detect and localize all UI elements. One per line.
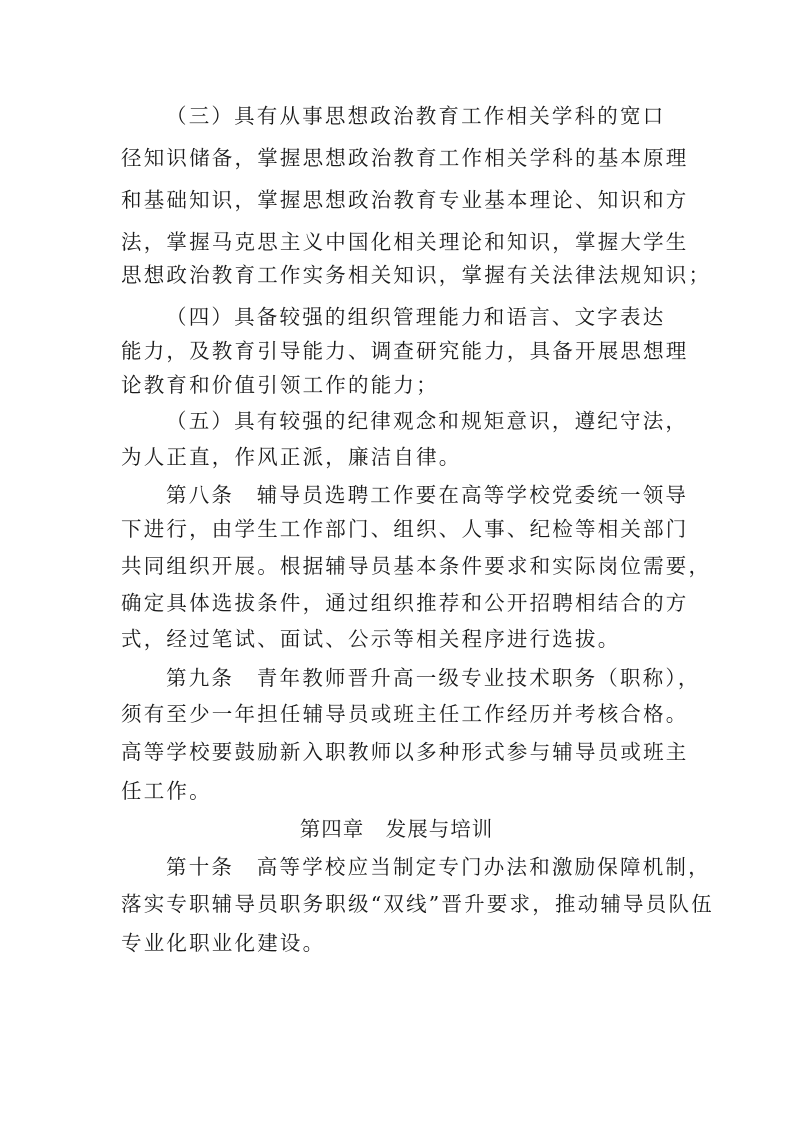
article-10-line: 专业化职业化建设。: [121, 931, 326, 955]
article-10-line: 落实专职辅导员职务职级“双线”晋升要求，推动辅导员队伍: [121, 892, 714, 916]
article-8-line: 确定具体选拔条件，通过组织推荐和公开招聘相结合的方: [121, 591, 689, 615]
article-8-line: 下进行，由学生工作部门、组织、人事、纪检等相关部门: [121, 517, 689, 541]
article-9-line: 须有至少一年担任辅导员或班主任工作经历并考核合格。: [121, 702, 689, 726]
article-8-line: 式，经过笔试、面试、公示等相关程序进行选拔。: [121, 627, 621, 651]
paragraph-line: 思想政治教育工作实务相关知识，掌握有关法律法规知识；: [121, 263, 712, 287]
article-8-line: 第八条 辅导员选聘工作要在高等学校党委统一领导: [166, 483, 689, 507]
paragraph-line: （四）具备较强的组织管理能力和语言、文字表达: [166, 305, 666, 329]
article-9-line: 第九条 青年教师晋升高一级专业技术职务（职称），: [166, 666, 701, 690]
paragraph-line: 法，掌握马克思主义中国化相关理论和知识，掌握大学生: [121, 230, 689, 254]
paragraph-line: 径知识储备，掌握思想政治教育工作相关学科的基本原理: [121, 146, 689, 170]
paragraph-line: （五）具有较强的纪律观念和规矩意识，遵纪守法，: [166, 409, 689, 433]
article-9-line: 任工作。: [121, 779, 212, 803]
paragraph-line: 为人正直，作风正派，廉洁自律。: [121, 445, 462, 469]
article-9-line: 高等学校要鼓励新入职教师以多种形式参与辅导员或班主: [121, 740, 689, 764]
chapter-heading: 第四章 发展与培训: [299, 817, 494, 841]
paragraph-line: 论教育和价值引领工作的能力；: [121, 373, 439, 397]
paragraph-line: 和基础知识，掌握思想政治教育专业基本理论、知识和方: [121, 188, 689, 212]
article-8-line: 共同组织开展。根据辅导员基本条件要求和实际岗位需要，: [121, 554, 712, 578]
paragraph-line: （三）具有从事思想政治教育工作相关学科的宽口: [166, 104, 666, 128]
paragraph-line: 能力，及教育引导能力、调查研究能力，具备开展思想理: [121, 339, 689, 363]
article-10-line: 第十条 高等学校应当制定专门办法和激励保障机制，: [166, 855, 711, 879]
